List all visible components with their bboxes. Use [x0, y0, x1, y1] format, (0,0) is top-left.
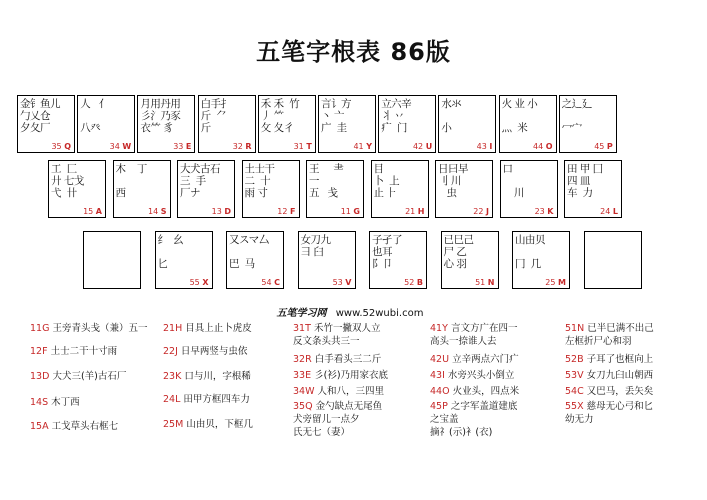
key-letter: N: [487, 278, 495, 287]
mnemonic-text: 目具上止卜虎皮: [185, 323, 252, 334]
key-letter: E: [185, 142, 192, 151]
key-number: 44: [533, 142, 544, 151]
key-code: [148, 207, 167, 216]
mnemonic-12f: [30, 345, 117, 358]
key-code: [261, 278, 280, 287]
key-code: [294, 142, 312, 151]
mnemonic-text: 子耳了也框向上: [586, 354, 654, 365]
mnemonic-53v: [565, 369, 653, 382]
mnemonic-code: 22J: [163, 346, 178, 357]
key-v: [298, 231, 356, 289]
key-number: 45: [594, 142, 605, 151]
key-number: 21: [405, 207, 416, 216]
mnemonic-text: 之字军盖道建底 之宝盖 摘礻(示)衤(衣): [430, 401, 518, 438]
mnemonic-code: 15A: [30, 421, 49, 432]
key-blank: [584, 231, 642, 289]
key-code: [405, 207, 424, 216]
key-t: [258, 95, 316, 153]
mnemonic-text: 工戈草头右框七: [51, 421, 119, 432]
key-code: [341, 207, 360, 216]
mnemonic-code: 43I: [430, 370, 445, 381]
key-r: [198, 95, 256, 153]
key-u: [378, 95, 436, 153]
key-number: 53: [332, 278, 343, 287]
key-f: [242, 160, 300, 218]
key-w: [77, 95, 135, 153]
key-roots: 大犬古石 三 手 厂ナ: [180, 163, 220, 199]
key-roots: 纟 幺 匕: [157, 234, 184, 270]
key-b: [369, 231, 427, 289]
key-letter: W: [122, 142, 132, 151]
mnemonic-text: 土士二干十寸雨: [50, 346, 118, 357]
mnemonic-45p: [430, 400, 517, 439]
key-number: 51: [475, 278, 486, 287]
mnemonic-31t: [293, 322, 380, 348]
key-roots: 土士干 二 十 雨 寸: [244, 163, 275, 199]
key-letter: D: [224, 207, 231, 216]
key-n: [441, 231, 499, 289]
key-l: [564, 160, 622, 218]
key-blank: [83, 231, 141, 289]
key-code: [110, 142, 132, 151]
mnemonic-21h: [163, 322, 252, 335]
mnemonic-35q: [293, 400, 382, 439]
key-e: [137, 95, 195, 153]
key-letter: O: [545, 142, 553, 151]
key-letter: X: [202, 278, 209, 287]
key-letter: C: [274, 278, 280, 287]
brand: [200, 304, 500, 319]
mnemonic-code: 42U: [430, 354, 450, 365]
mnemonic-code: 51N: [565, 323, 585, 334]
key-j: [435, 160, 493, 218]
mnemonic-52b: [565, 353, 653, 366]
mnemonic-text: 木丁西: [51, 397, 80, 408]
key-g: [306, 160, 364, 218]
key-code: [51, 142, 71, 151]
key-roots: 人 亻 八癶: [80, 98, 109, 134]
key-roots: 立六辛 丬 丷 疒 门: [381, 98, 412, 134]
key-letter: T: [306, 142, 312, 151]
mnemonic-code: 53V: [565, 370, 584, 381]
mnemonic-code: 34W: [293, 386, 315, 397]
mnemonic-51n: [565, 322, 654, 348]
key-code: [533, 142, 553, 151]
key-number: 52: [404, 278, 415, 287]
key-roots: 工 匚 廾 七戈 弋 卄: [51, 163, 84, 199]
mnemonic-text: 王旁青头戋（兼）五一: [52, 323, 148, 334]
key-roots: 日曰早 刂 川 虫: [438, 163, 468, 199]
mnemonic-text: 大犬三(羊)古石厂: [52, 371, 127, 382]
mnemonic-code: 24L: [163, 394, 181, 405]
mnemonic-code: 45P: [430, 401, 448, 412]
key-h: [371, 160, 429, 218]
mnemonic-code: 21H: [163, 323, 183, 334]
key-number: 33: [173, 142, 184, 151]
mnemonic-code: 32R: [293, 354, 312, 365]
key-roots: 已巳己 尸 乙 心 羽: [443, 234, 474, 270]
key-roots: 水氺 小: [441, 98, 462, 134]
key-roots: 白手扌 斤 ⺈ 斤: [200, 98, 231, 134]
mnemonic-code: 55X: [565, 401, 584, 412]
key-code: [233, 142, 252, 151]
key-q: [17, 95, 75, 153]
key-code: [277, 207, 295, 216]
key-letter: G: [353, 207, 360, 216]
key-letter: L: [612, 207, 618, 216]
key-letter: Y: [366, 142, 372, 151]
key-number: 42: [412, 142, 424, 151]
mnemonic-code: 11G: [30, 323, 50, 334]
key-number: 35: [51, 142, 62, 151]
key-number: 43: [476, 142, 487, 151]
mnemonic-code: 54C: [565, 386, 584, 397]
key-k: [500, 160, 558, 218]
mnemonic-text: 彡(衫)乃用家衣底: [314, 370, 389, 381]
mnemonic-code: 52B: [565, 354, 584, 365]
mnemonic-text: 口与川，字根稀: [184, 371, 251, 382]
key-code: [413, 142, 432, 151]
key-code: [353, 142, 372, 151]
mnemonic-55x: [565, 400, 653, 426]
key-roots: 金钅鱼儿 勹乂仓 夕夂厂: [20, 98, 60, 134]
key-x: [155, 231, 213, 289]
key-code: [535, 207, 554, 216]
mnemonic-text: 山由贝，下框几: [186, 419, 253, 430]
key-letter: A: [95, 207, 102, 216]
mnemonic-54c: [565, 385, 653, 398]
mnemonic-text: 水旁兴头小倒立: [447, 370, 515, 381]
key-roots: 田 甲 囗 四 皿 车 力: [567, 163, 603, 199]
mnemonic-25m: [163, 418, 253, 431]
mnemonic-code: 33E: [293, 370, 312, 381]
key-roots: 木 丁 西: [115, 163, 147, 199]
mnemonic-code: 12F: [30, 346, 48, 357]
key-number: 12: [277, 207, 288, 216]
key-number: 25: [545, 278, 556, 287]
key-number: 15: [83, 207, 94, 216]
key-number: 23: [534, 207, 545, 216]
key-number: 55: [189, 278, 200, 287]
mnemonic-code: 23K: [163, 371, 182, 382]
mnemonic-44o: [430, 385, 519, 398]
key-letter: P: [606, 142, 613, 151]
key-code: [475, 278, 494, 287]
key-c: [226, 231, 284, 289]
key-number: 14: [148, 207, 159, 216]
key-number: 31: [293, 142, 304, 151]
mnemonic-text: 又巴马，丢矢矣: [586, 386, 654, 397]
mnemonic-code: 13D: [30, 371, 50, 382]
key-letter: F: [290, 207, 296, 216]
key-letter: K: [547, 207, 554, 216]
key-code: [600, 207, 618, 216]
key-roots: 言讠方 丶 亠 广 圭: [321, 98, 351, 134]
key-letter: J: [486, 207, 489, 216]
mnemonic-text: 白手看头三二斤: [314, 354, 382, 365]
key-code: [545, 278, 566, 287]
mnemonic-13d: [30, 370, 126, 383]
key-number: 54: [261, 278, 272, 287]
mnemonic-text: 金勺缺点无尾鱼 犬旁留儿一点夕 氏无七（妻）: [293, 401, 383, 438]
mnemonic-43i: [430, 369, 514, 382]
mnemonic-code: 14S: [30, 397, 49, 408]
key-m: [512, 231, 570, 289]
key-a: [48, 160, 106, 218]
mnemonic-41y: [430, 322, 517, 348]
key-code: [190, 278, 209, 287]
mnemonic-code: 35Q: [293, 401, 313, 412]
key-number: 32: [232, 142, 243, 151]
mnemonic-text: 人和八，三四里: [317, 386, 385, 397]
key-letter: Q: [64, 142, 71, 151]
mnemonic-text: 女刀九臼山朝西: [586, 370, 654, 381]
key-letter: H: [417, 207, 425, 216]
mnemonic-text: 日早两竖与虫依: [180, 346, 248, 357]
mnemonic-15a: [30, 420, 118, 433]
mnemonic-34w: [293, 385, 384, 398]
key-roots: 女刀九 彐 臼: [300, 234, 331, 258]
brand-name: 五笔学习网: [276, 308, 327, 319]
mnemonic-text: 火业头，四点米: [452, 386, 520, 397]
mnemonic-text: 已半巳满不出己 左框折尸心和羽: [565, 323, 654, 347]
mnemonic-11g: [30, 322, 148, 335]
key-letter: R: [245, 142, 252, 151]
key-s: [113, 160, 171, 218]
key-code: [173, 142, 191, 151]
key-number: 41: [353, 142, 364, 151]
mnemonic-text: 田甲方框四车力: [183, 394, 250, 405]
key-code: [83, 207, 102, 216]
key-p: [559, 95, 617, 153]
key-roots: 之辶廴 冖宀: [561, 98, 592, 134]
key-letter: V: [345, 278, 352, 287]
mnemonic-text: 立辛两点六门疒: [452, 354, 519, 365]
mnemonic-32r: [293, 353, 381, 366]
key-d: [177, 160, 235, 218]
mnemonic-33e: [293, 369, 388, 382]
mnemonic-code: 44O: [430, 386, 450, 397]
key-roots: 火 业 小 灬 米: [501, 98, 538, 134]
key-code: [473, 207, 489, 216]
key-code: [212, 207, 231, 216]
key-number: 24: [600, 207, 611, 216]
key-y: [318, 95, 376, 153]
key-o: [499, 95, 557, 153]
key-letter: S: [160, 207, 167, 216]
key-number: 22: [473, 207, 484, 216]
key-roots: 王 ⺻ 一 五 戋: [309, 163, 344, 199]
mnemonic-code: 41Y: [430, 323, 448, 334]
mnemonic-text: 禾竹一撇双人立 反文条头共三一: [293, 323, 381, 347]
key-letter: I: [489, 142, 493, 151]
key-roots: 禾 禾 竹 丿 ⺮ 攵 夂彳: [260, 98, 300, 134]
mnemonic-code: 25M: [163, 419, 184, 430]
key-letter: U: [425, 142, 433, 151]
mnemonic-code: 31T: [293, 323, 311, 334]
key-number: 11: [340, 207, 351, 216]
page-title: 五笔字根表 86版: [256, 38, 451, 66]
key-code: [404, 278, 423, 287]
key-roots: 又スマ厶 巴 马: [229, 234, 269, 270]
mnemonic-42u: [430, 353, 519, 366]
mnemonic-23k: [163, 370, 251, 383]
mnemonic-22j: [163, 345, 247, 358]
key-roots: 山由贝 冂 几: [515, 234, 545, 270]
brand-url: www.52wubi.com: [335, 308, 424, 319]
mnemonic-text: 言文方广在四一 高头一捺谁人去: [430, 323, 518, 347]
key-roots: 子孑了 也耳 阝卩: [372, 234, 402, 270]
key-code: [333, 278, 352, 287]
key-roots: 月用丹用 彡氵乃豕 衣⺮ 豸: [140, 98, 181, 134]
key-code: [594, 142, 613, 151]
mnemonic-14s: [30, 396, 80, 409]
key-code: [477, 142, 493, 151]
key-letter: B: [416, 278, 423, 287]
key-number: 34: [109, 142, 120, 151]
mnemonic-text: 慈母无心弓和匕 幼无力: [565, 401, 654, 425]
key-letter: M: [558, 278, 566, 287]
key-roots: 口 川: [502, 163, 524, 199]
key-roots: 目 卜 上 止 ⺊: [373, 163, 400, 199]
key-i: [438, 95, 496, 153]
key-number: 13: [211, 207, 222, 216]
mnemonic-24l: [163, 393, 250, 406]
